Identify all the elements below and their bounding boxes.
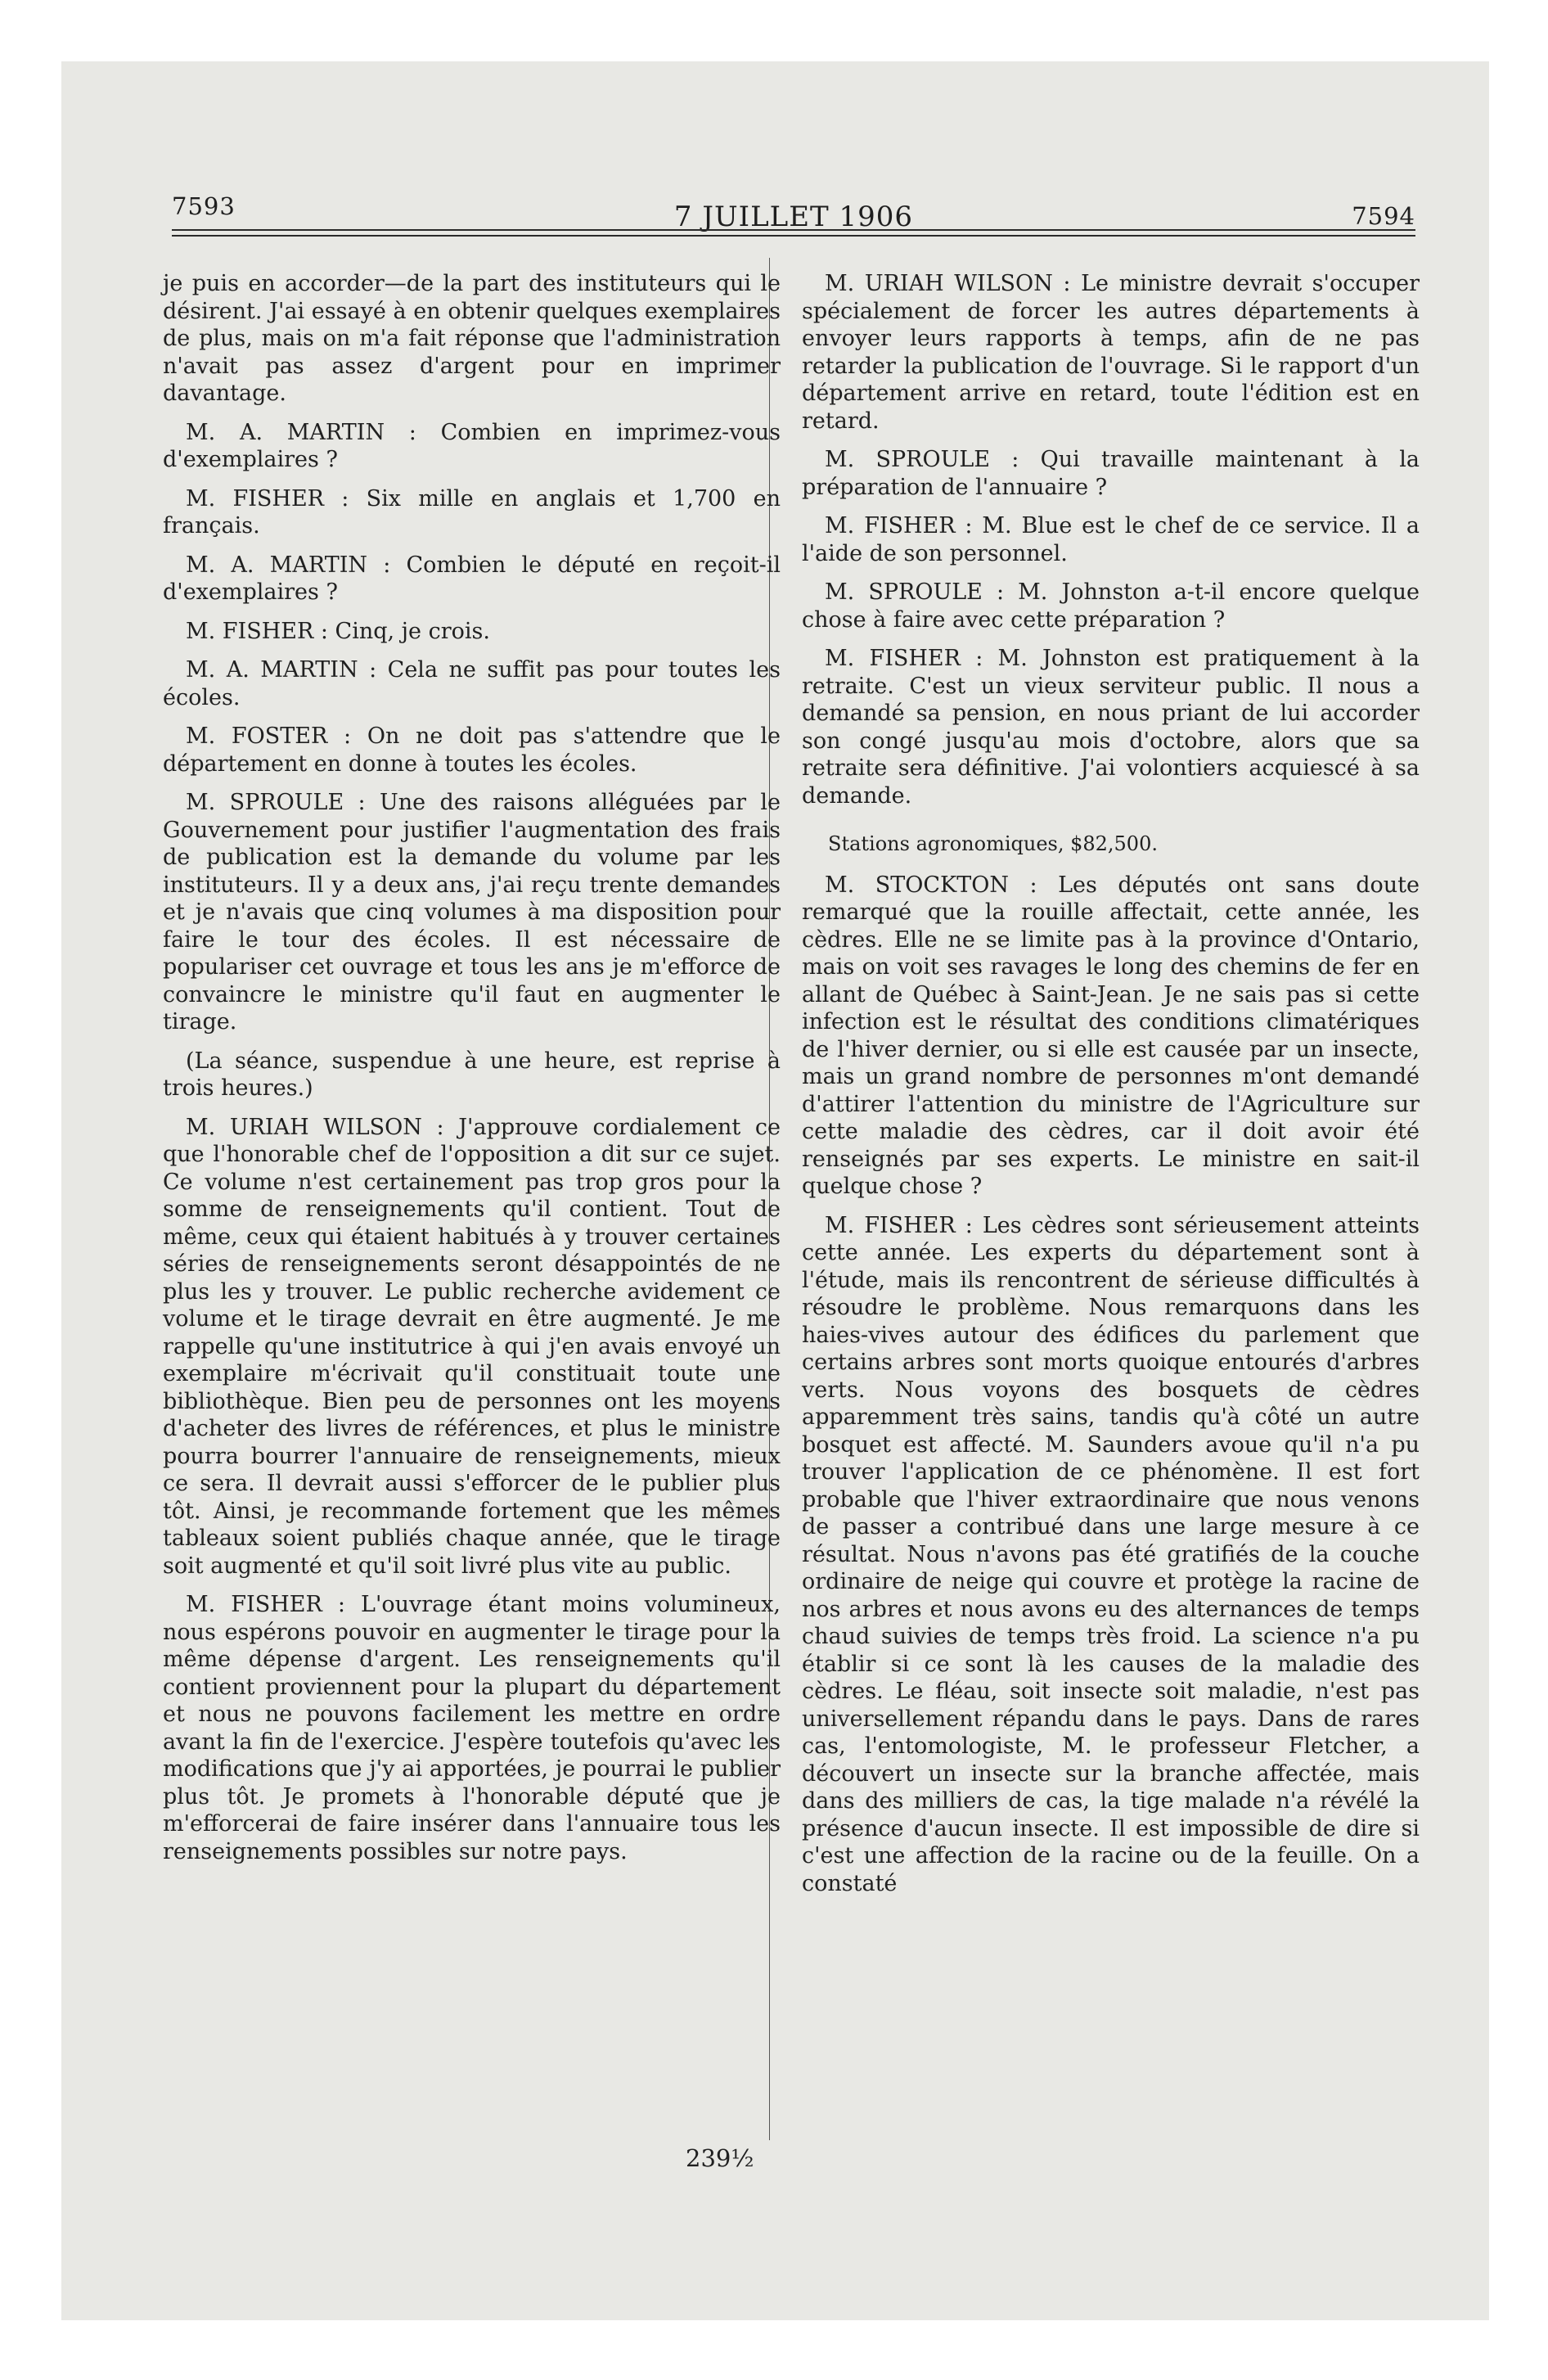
- paragraph: M. A. MARTIN : Cela ne suffit pas pour toutes les écoles.: [163, 657, 781, 710]
- paragraph: M. STOCKTON : Les députés ont sans doute remarqué que la rouille affectait, cette année, les cèdres. Elle ne se limite pas à la province d'Ontario, mais on voit ses ravages le long des chemins de fer en allant de Québec à Saint-Jean. Je ne sais pas si cette infection est le résultat des conditions climatériques de l'hiver dernier, ou si elle est causée par un insecte, mais un grand nombre de personnes m'ont demandé d'attirer l'attention du ministre de l'Agriculture sur cette maladie des cèdres, car il doit avoir été renseignés par ses experts. Le ministre en sait-il quelque chose ?: [802, 872, 1420, 1199]
- paragraph: je puis en accorder—de la part des instituteurs qui le désirent. J'ai essayé à en obtenir quelques exemplaires de plus, mais on m'a fait réponse que l'administration n'avait pas assez d'argent pour en imprimer davantage.: [163, 271, 781, 406]
- page-header: [172, 176, 1415, 250]
- page-folio: 239½: [686, 2144, 754, 2172]
- scanned-page: [61, 61, 1489, 2320]
- section-heading: Stations agronomiques, $82,500.: [828, 832, 1158, 855]
- page-number-left: 7593: [172, 192, 236, 220]
- header-rule-double: [172, 235, 1415, 237]
- paragraph: M. FISHER : Cinq, je crois.: [186, 618, 490, 644]
- paragraph: M. FOSTER : On ne doit pas s'attendre que le département en donne à toutes les écoles.: [163, 723, 781, 777]
- paragraph: M. SPROULE : Une des raisons alléguées par le Gouvernement pour justifier l'augmentation des frais de publication est la demande du volume par les instituteurs. Il y a deux ans, j'ai reçu trente demandes et je n'avais que cinq volumes à ma disposition pour faire le tour des écoles. Il est nécessaire de populariser cet ouvrage et tous les ans je m'efforce de convaincre le ministre qu'il faut en augmenter le tirage.: [163, 790, 781, 1034]
- paragraph: M. FISHER : Six mille en anglais et 1,700 en français.: [163, 485, 781, 539]
- paragraph: M. A. MARTIN : Combien en imprimez-vous d'exemplaires ?: [163, 419, 781, 472]
- header-rule: [172, 229, 1415, 231]
- paragraph: M. SPROULE : M. Johnston a-t-il encore quelque chose à faire avec cette préparation ?: [802, 579, 1420, 633]
- left-column: [163, 270, 781, 1877]
- right-column: [802, 270, 1420, 1909]
- paragraph: M. SPROULE : Qui travaille maintenant à la préparation de l'annuaire ?: [802, 447, 1420, 500]
- paragraph: M. URIAH WILSON : J'approuve cordialement ce que l'honorable chef de l'opposition a dit sur ce sujet. Ce volume n'est certainement pas trop gros pour la somme de renseignements qu'il contient. Tout de même, ceux qui étaient habitués à y trouver certaines séries de renseignements seront désappointés de ne plus les y trouver. Le public recherche avidement ce volume et le tirage devrait en être augmenté. Je me rappelle qu'une institutrice à qui j'en avais envoyé un exemplaire m'écrivait qu'il constituait toute une bibliothèque. Bien peu de personnes ont les moyens d'acheter des livres de références, et plus le ministre pourra bourrer l'annuaire de renseignements, mieux ce sera. Il devrait aussi s'efforcer de le publier plus tôt. Ainsi, je recommande fortement que les mêmes tableaux soient publiés chaque année, que le tirage soit augmenté et qu'il soit livré plus vite au public.: [163, 1114, 781, 1579]
- paragraph: M. FISHER : M. Johnston est pratiquement à la retraite. C'est un vieux serviteur public. Il nous a demandé sa pension, en nous priant de lui accorder son congé jusqu'au mois d'octobre, alors que sa retraite sera définitive. J'ai volontiers acquiescé à sa demande.: [802, 646, 1420, 809]
- paragraph: M. FISHER : M. Blue est le chef de ce service. Il a l'aide de son personnel.: [802, 513, 1420, 566]
- paragraph: M. FISHER : Les cèdres sont sérieusement atteints cette année. Les experts du département sont à l'étude, mais ils rencontrent de sérieuse difficultés à résoudre le problème. Nous remarquons dans les haies-vives autour des édifices du parlement que certains arbres sont morts quoique entourés d'arbres verts. Nous voyons des bosquets de cèdres apparemment très sains, tandis qu'à côté un autre bosquet est affecté. M. Saunders avoue qu'il n'a pu trouver l'application de ce phénomène. Il est fort probable que l'hiver extraordinaire que nous venons de passer a contribué dans une large mesure à ce résultat. Nous n'avons pas été gratifiés de la couche ordinaire de neige qui couvre et protège la racine de nos arbres et nous avons eu des alternances de temps chaud suivies de temps très froid. La science n'a pu établir si ce sont là les causes de la maladie des cèdres. Le fléau, soit insecte soit maladie, n'est pas universellement répandu dans le pays. Dans de rares cas, l'entomologiste, M. le professeur Fletcher, a découvert un insecte sur la branche affectée, mais dans des milliers de cas, la tige malade n'a révélé la présence d'aucun insecte. Il est impossible de dire si c'est une affection de la racine ou de la feuille. On a constaté: [802, 1212, 1420, 1896]
- paragraph: M. URIAH WILSON : Le ministre devrait s'occuper spécialement de forcer les autres départements à envoyer leurs rapports à temps, afin de ne pas retarder la publication de l'ouvrage. Si le rapport d'un département arrive en retard, toute l'édition est en retard.: [802, 271, 1420, 434]
- paragraph: (La séance, suspendue à une heure, est reprise à trois heures.): [163, 1048, 781, 1101]
- paragraph: M. FISHER : L'ouvrage étant moins volumineux, nous espérons pouvoir en augmenter le tirage pour la même dépense d'argent. Les renseignements qu'il contient proviennent pour la plupart du département et nous ne pouvons facilement les mettre en ordre avant la fin de l'exercice. J'espère toutefois qu'avec les modifications que j'y ai apportées, je pourrai le publier plus tôt. Je promets à l'honorable député que je m'efforcerai de faire insérer dans l'annuaire tous les renseignements possibles sur notre pays.: [163, 1592, 781, 1864]
- page-date: 7 JUILLET 1906: [673, 201, 914, 233]
- paragraph: M. A. MARTIN : Combien le député en reçoit-il d'exemplaires ?: [163, 552, 781, 605]
- page-number-right: 7594: [1352, 202, 1415, 230]
